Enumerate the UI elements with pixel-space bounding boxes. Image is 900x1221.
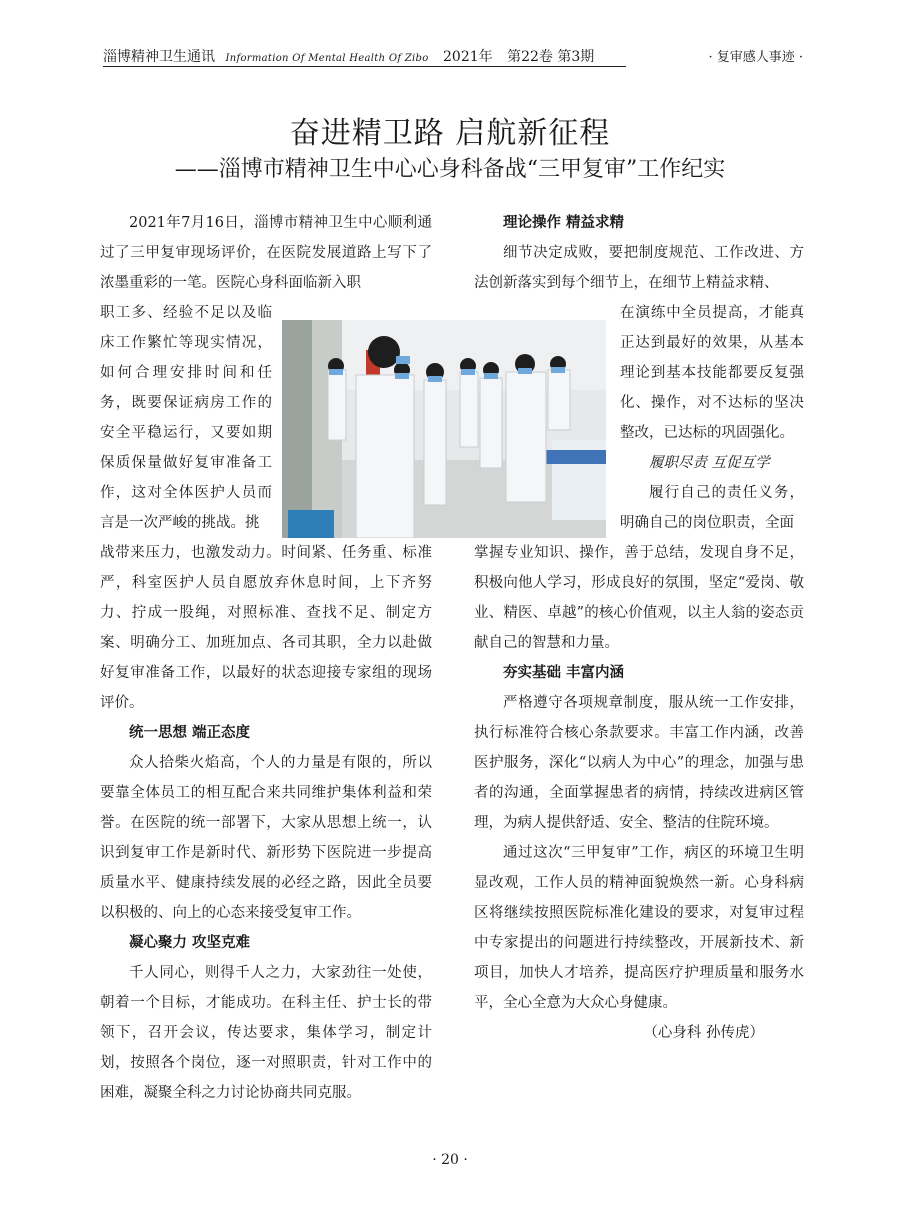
page-number: · 20 · xyxy=(432,1152,468,1168)
header-rule xyxy=(103,66,626,67)
journal-english: Information Of Mental Health Of Zibo xyxy=(225,53,429,64)
left-column-top xyxy=(100,208,432,298)
journal-header xyxy=(103,46,594,66)
paragraph-concentrate: 千人同心，则得千人之力，大家劲往一处使，朝着一个目标，才能成功。在科主任、护士长的带领下，召开会议，传达要求，集体学习，制定计划，按照各个岗位，逐一对照职责，针对工作中的困难，凝聚全科之力讨论协商共同克服。 xyxy=(100,965,432,1101)
paragraph-theory-practice-a: 细节决定成败，要把制度规范、工作改进、方法创新落实到每个细节上，在细节上精益求精、 xyxy=(474,245,804,291)
article-title: 奋进精卫路 启航新征程 xyxy=(289,116,611,151)
heading-concentrate: 凝心聚力 攻坚克难 xyxy=(129,935,251,951)
paragraph-duties-a: 履行自己的责任义务，明确自己的岗位职责，全面 xyxy=(620,485,804,531)
journal-volume: 第22卷 第3期 xyxy=(507,49,595,65)
photo-illustration xyxy=(282,320,606,538)
left-column-narrow xyxy=(100,298,272,538)
paragraph-foundation: 严格遵守各项规章制度，服从统一工作安排，执行标准符合核心条款要求。丰富工作内涵，改善医护服务，深化“以病人为中心”的理念，加强与患者的沟通，全面掌握患者的病情，持续改进病区管理，为病人提供舒适、安全、整洁的住院环境。 xyxy=(474,695,804,831)
left-column-bottom xyxy=(100,538,432,1108)
right-column-narrow xyxy=(620,298,804,538)
intro-paragraph-c: 战带来压力，也激发动力。时间紧、任务重、标准严，科室医护人员自愿放弃休息时间，上下齐努力、拧成一股绳，对照标准、查找不足、制定方案、明确分工、加班加点、各司其职，全力以赴做好复审准备工作，以最好的状态迎接专家组的现场评价。 xyxy=(100,545,432,711)
paragraph-unify-thought: 众人拾柴火焰高，个人的力量是有限的，所以要靠全体员工的相互配合来共同维护集体利益和荣誉。在医院的统一部署下，大家从思想上统一，认识到复审工作是新时代、新形势下医院进一步提高质量水平、健康持续发展的必经之路，因此全员要以积极的、向上的心态来接受复审工作。 xyxy=(100,755,432,921)
intro-paragraph-b: 职工多、经验不足以及临床工作繁忙等现实情况，如何合理安排时间和任务，既要保证病房工作的安全平稳运行，又要如期保质保量做好复审准备工作，这对全体医护人员而言是一次严峻的挑战。挑 xyxy=(100,305,272,531)
heading-duties: 履职尽责 互促互学 xyxy=(649,455,770,471)
right-column-bottom xyxy=(474,538,804,1048)
article-subtitle: ——淄博市精神卫生中心心身科备战“三甲复审”工作纪实 xyxy=(174,157,726,182)
running-header xyxy=(103,40,803,68)
journal-year: 2021年 xyxy=(443,49,493,65)
paragraph-theory-practice-b: 在演练中全员提高，才能真正达到最好的效果，从基本理论到基本技能都要反复强化、操作，对不达标的坚决整改，已达标的巩固强化。 xyxy=(620,305,804,441)
staff-meeting-photo xyxy=(282,320,606,538)
journal-name: 淄博精神卫生通讯 xyxy=(103,49,215,65)
author-signature: （心身科 孙传虎） xyxy=(643,1025,764,1041)
section-label: · 复审感人事迹 · xyxy=(708,50,803,65)
heading-theory-practice: 理论操作 精益求精 xyxy=(503,215,625,231)
paragraph-duties-b: 掌握专业知识、操作，善于总结，发现自身不足，积极向他人学习，形成良好的氛围，坚定“爱岗、敬业、精医、卓越”的核心价值观，以主人翁的姿态贡献自己的智慧和力量。 xyxy=(474,545,804,651)
right-column-top xyxy=(474,208,804,298)
heading-foundation: 夯实基础 丰富内涵 xyxy=(503,665,625,681)
heading-unify-thought: 统一思想 端正态度 xyxy=(129,725,251,741)
paragraph-conclusion: 通过这次“三甲复审”工作，病区的环境卫生明显改观，工作人员的精神面貌焕然一新。心身科病区将继续按照医院标准化建设的要求，对复审过程中专家提出的问题进行持续整改，开展新技术、新项目，加快人才培养，提高医疗护理质量和服务水平，全心全意为大众心身健康。 xyxy=(474,845,804,1011)
intro-paragraph-a: 2021年7月16日，淄博市精神卫生中心顺利通过了三甲复审现场评价，在医院发展道路上写下了浓墨重彩的一笔。医院心身科面临新入职 xyxy=(100,215,432,291)
